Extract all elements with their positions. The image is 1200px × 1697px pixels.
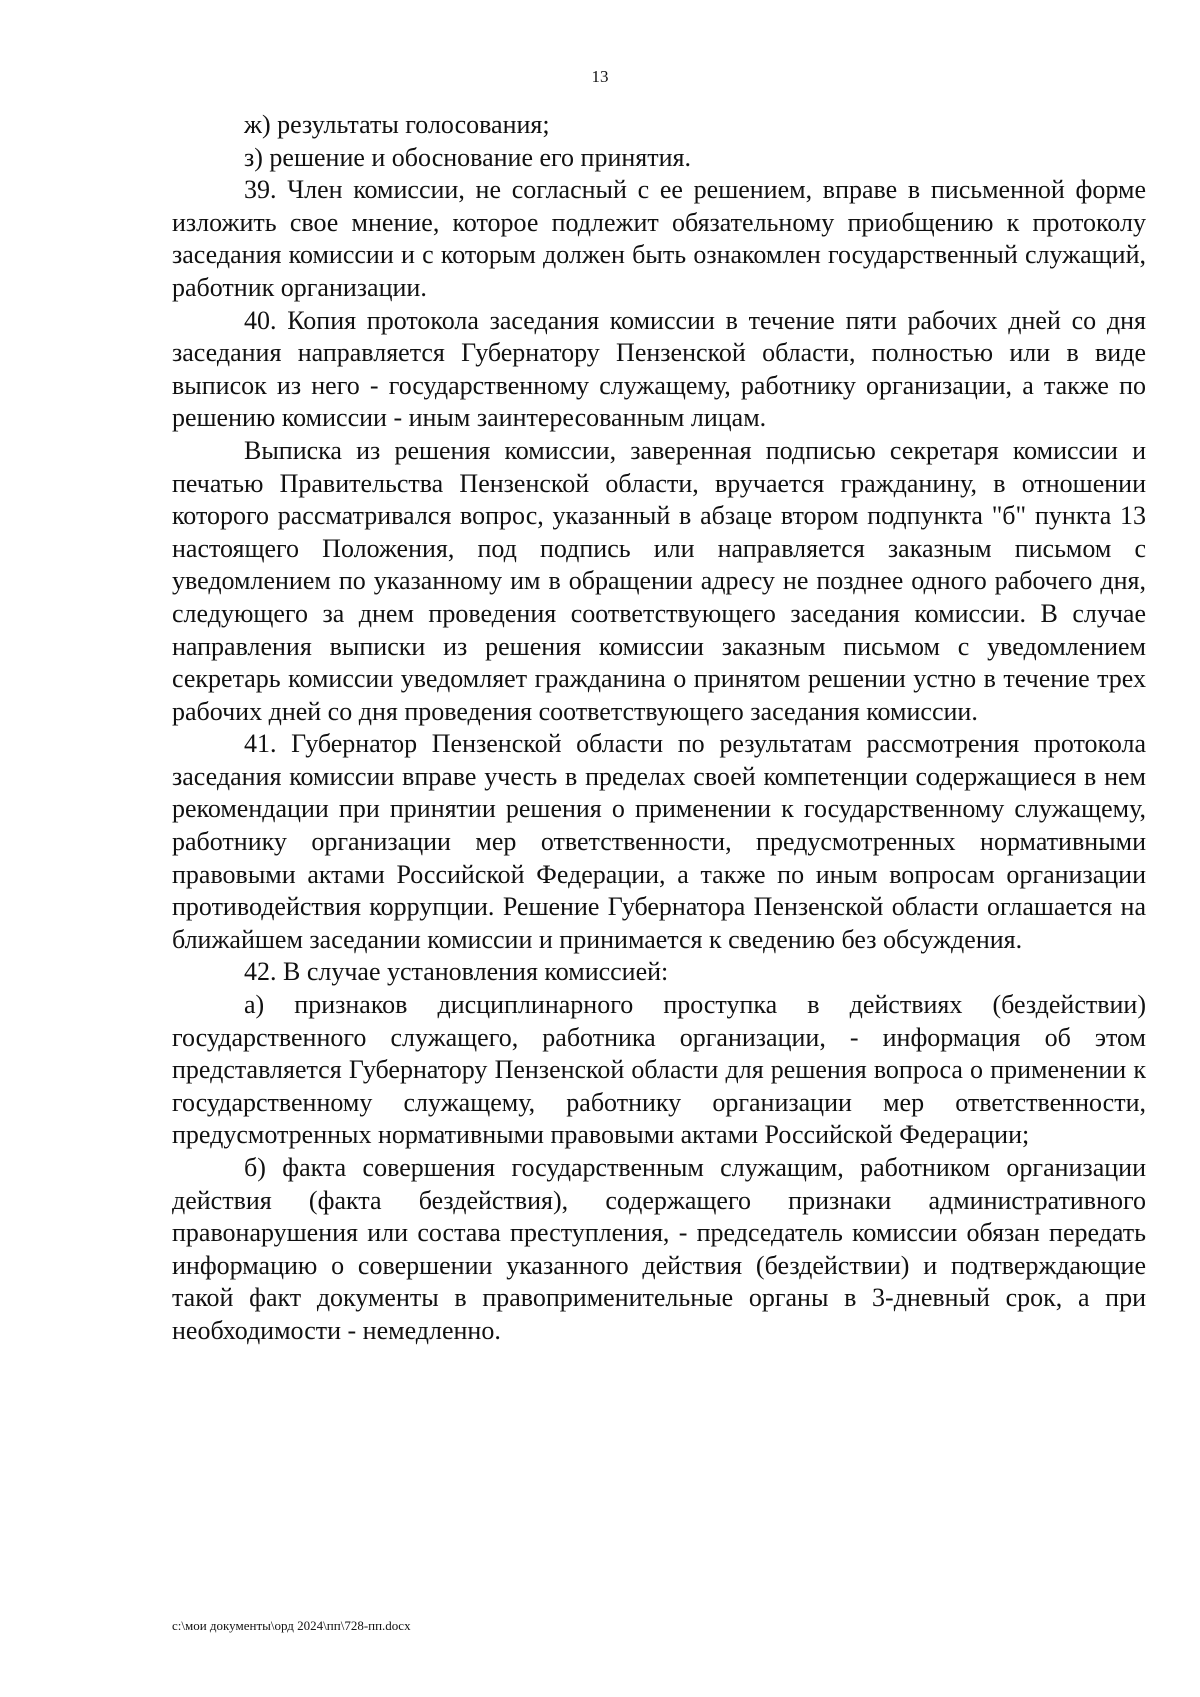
paragraph-41: 41. Губернатор Пензенской области по результатам рассмотрения протокола заседания комиссии вправе учесть в пределах своей компетенции содержащиеся в нем рекомендации при принятии решения о применении к государственному служащему, работнику организации мер ответственности, предусмотренных нормативными правовыми актами Российской Федерации, а также по иным вопросам организации противодействия коррупции. Решение Губернатора Пензенской области оглашается на ближайшем заседании комиссии и принимается к сведению без обсуждения. bbox=[172, 729, 1146, 954]
paragraph-40-extract: Выписка из решения комиссии, заверенная подписью секретаря комиссии и печатью Правительства Пензенской области, вручается гражданину, в отношении которого рассматривался вопрос, указанный в абзаце втором подпункта "б" пункта 13 настоящего Положения, под подпись или направляется заказным письмом с уведомлением по указанному им в обращении адресу не позднее одного рабочего дня, следующего за днем проведения соответствующего заседания комиссии. В случае направления выписки из решения комиссии заказным письмом с уведомлением секретарь комиссии уведомляет гражданина о принятом решении устно в течение трех рабочих дней со дня проведения соответствующего заседания комиссии. bbox=[172, 435, 1146, 726]
paragraph-42-b: б) факта совершения государственным служащим, работником организации действия (факта бездействия), содержащего признаки административного правонарушения или состава преступления, - председатель комиссии обязан передать информацию о совершении указанного действия (бездействии) и подтверждающие такой факт документы в правоприменительные органы в 3-дневный срок, а при необходимости - немедленно. bbox=[172, 1153, 1146, 1345]
paragraph-42: 42. В случае установления комиссией: bbox=[244, 957, 669, 987]
paragraph-39: 39. Член комиссии, не согласный с ее решением, вправе в письменной форме изложить свое мнение, которое подлежит обязательному приобщению к протоколу заседания комиссии и с которым должен быть ознакомлен государственный служащий, работник организации. bbox=[172, 175, 1146, 302]
paragraph-42-a: а) признаков дисциплинарного проступка в действиях (бездействии) государственного служащего, работника организации, - информация об этом представляется Губернатору Пензенской области для решения вопроса о применении к государственному служащему, работнику организации мер ответственности, предусмотренных нормативными правовыми актами Российской Федерации; bbox=[172, 990, 1146, 1150]
document-body bbox=[172, 109, 1146, 1348]
footer-file-path: c:\мои документы\орд 2024\пп\728-пп.docx bbox=[172, 1618, 411, 1633]
page-number: 13 bbox=[591, 67, 609, 86]
paragraph-item-z: з) решение и обоснование его принятия. bbox=[244, 142, 691, 172]
paragraph-40: 40. Копия протокола заседания комиссии в течение пяти рабочих дней со дня заседания направляется Губернатору Пензенской области, полностью или в виде выписок из него - государственному служащему, работнику организации, а также по решению комиссии - иным заинтересованным лицам. bbox=[172, 305, 1146, 433]
paragraph-item-zh: ж) результаты голосования; bbox=[244, 110, 550, 139]
